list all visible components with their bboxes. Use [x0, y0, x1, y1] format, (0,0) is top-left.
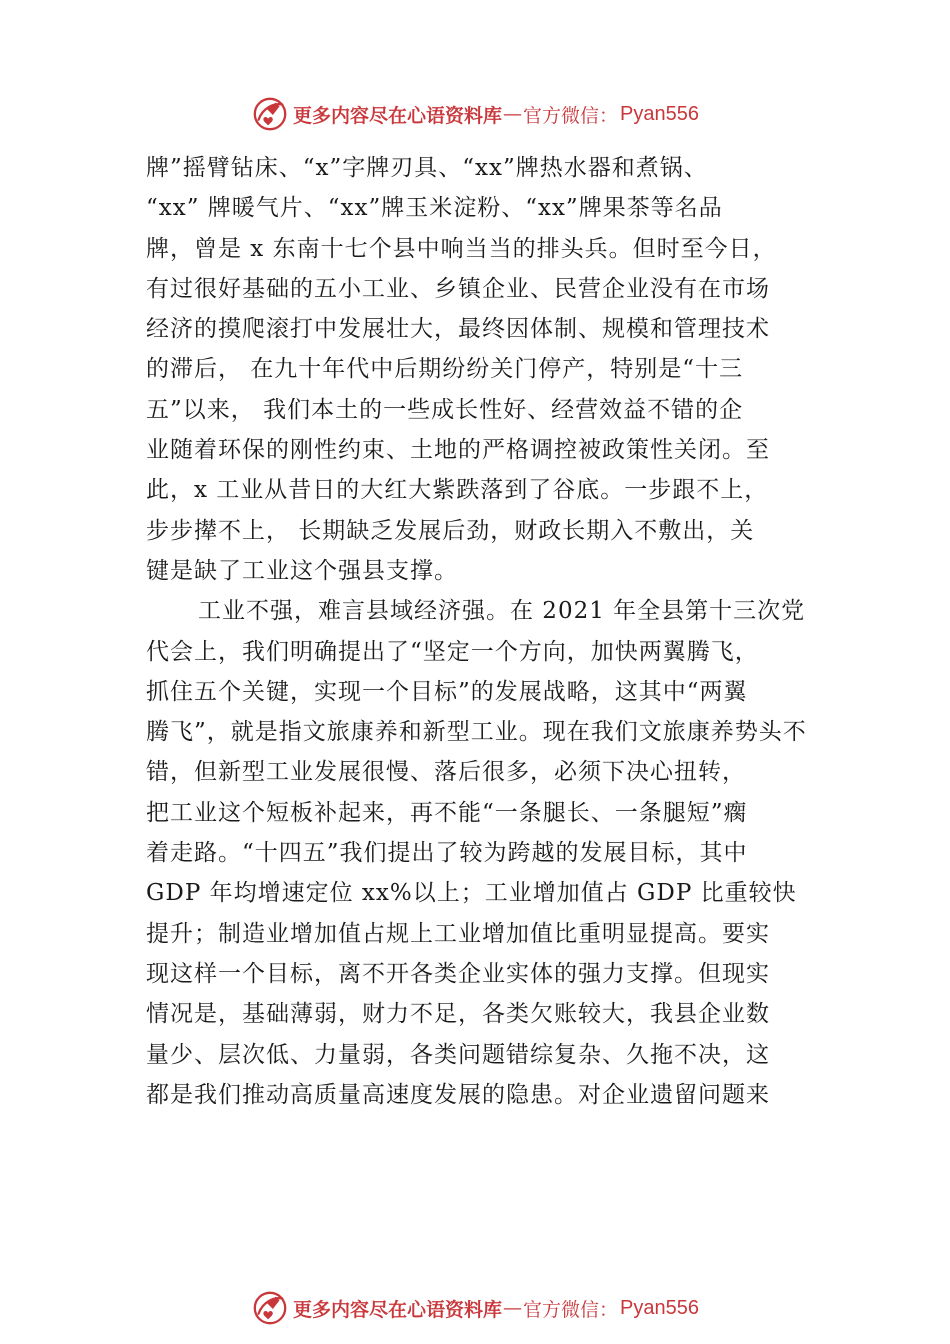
text-line: 五”以来， 我们本土的一些成长性好、经营效益不错的企	[146, 396, 744, 423]
text-line: 着走路。“十四五”我们提出了较为跨越的发展目标，其中	[146, 840, 748, 867]
pen-heart-logo-icon	[251, 1289, 289, 1327]
text-line: 键是缺了工业这个强县支撑。	[146, 557, 458, 584]
header-separator: —	[503, 103, 523, 125]
header-label: 官方微信：	[523, 104, 619, 127]
text-line: GDP 年均增速定位 xx%以上；工业增加值占 GDP 比重较快	[146, 880, 797, 907]
text-line: 提升；制造业增加值占规上工业增加值比重明显提高。要实	[146, 920, 770, 947]
text-line: 把工业这个短板补起来，再不能“一条腿长、一条腿短”瘸	[146, 799, 748, 826]
header-banner	[0, 92, 950, 136]
text-line: 代会上，我们明确提出了“坚定一个方向，加快两翼腾飞，	[146, 638, 759, 665]
text-line: “xx” 牌暖气片、“xx”牌玉米淀粉、“xx”牌果茶等名品	[146, 195, 723, 222]
text-line: 腾飞”，就是指文旅康养和新型工业。现在我们文旅康养势头不	[146, 719, 807, 746]
text-line: 抓住五个关键，实现一个目标”的发展战略，这其中“两翼	[146, 678, 748, 705]
text-line: 都是我们推动高质量高速度发展的隐患。对企业遗留问题来	[146, 1081, 770, 1108]
text-line: 的滞后， 在九十年代中后期纷纷关门停产，特别是“十三	[146, 356, 744, 383]
footer-banner	[0, 1286, 950, 1330]
paragraph-start-line: 工业不强，难言县域经济强。在 2021 年全县第十三次党	[198, 598, 806, 625]
text-line: 情况是，基础薄弱，财力不足，各类欠账较大，我县企业数	[146, 1001, 770, 1028]
text-line: 经济的摸爬滚打中发展壮大，最终因体制、规模和管理技术	[146, 316, 770, 343]
footer-separator: —	[503, 1297, 523, 1319]
text-line: 此，x 工业从昔日的大红大紫跌落到了谷底。一步跟不上，	[146, 477, 769, 504]
text-line: 有过很好基础的五小工业、乡镇企业、民营企业没有在市场	[146, 275, 770, 302]
pen-heart-logo-icon	[251, 95, 289, 133]
text-line: 业随着环保的刚性约束、土地的严格调控被政策性关闭。至	[146, 437, 770, 464]
text-line: 量少、层次低、力量弱，各类问题错综复杂、久拖不决，这	[146, 1041, 770, 1068]
header-main-text: 更多内容尽在心语资料库	[293, 104, 503, 127]
text-line: 现这样一个目标，离不开各类企业实体的强力支撑。但现实	[146, 960, 770, 987]
document-body	[146, 148, 818, 1115]
footer-main-text: 更多内容尽在心语资料库	[293, 1298, 503, 1321]
text-line: 牌，曾是 x 东南十七个县中响当当的排头兵。但时至今日，	[146, 235, 777, 262]
text-line: 步步撵不上， 长期缺乏发展后劲，财政长期入不敷出，关	[146, 517, 755, 544]
text-line: 牌”摇臂钻床、“x”字牌刃具、“xx”牌热水器和煮锅、	[146, 155, 708, 181]
footer-label: 官方微信：	[523, 1298, 619, 1321]
footer-wechat-id: Pyan556	[620, 1296, 699, 1319]
text-line: 错，但新型工业发展很慢、落后很多，必须下决心扭转，	[146, 759, 746, 786]
header-wechat-id: Pyan556	[620, 102, 699, 125]
